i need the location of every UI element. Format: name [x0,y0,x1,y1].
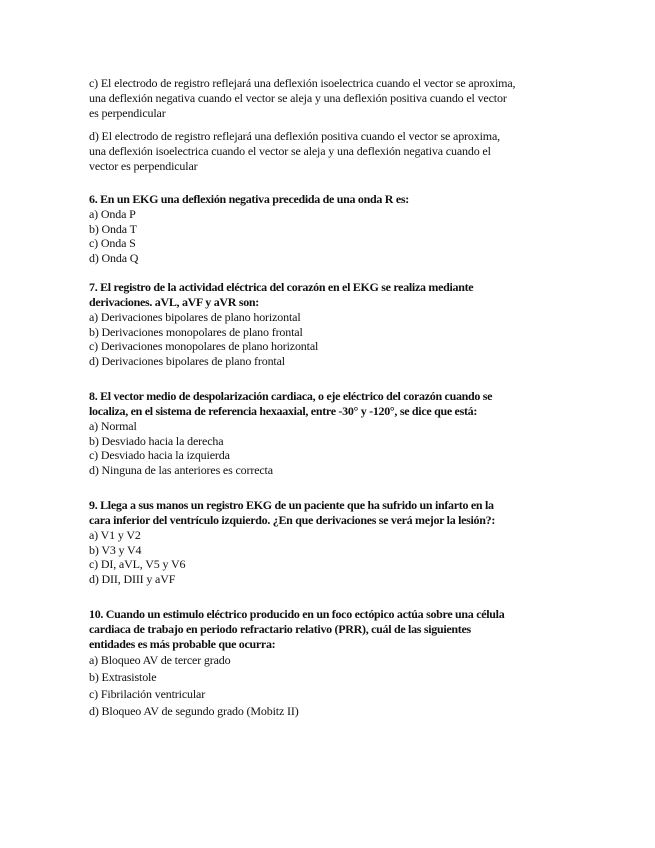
answer-option: b) Onda T [89,221,137,236]
text-line: es perpendicular [89,106,166,120]
answer-option: c) Derivaciones monopolares de plano horizontal [89,339,319,353]
answer-option: b) Extrasistole [89,670,157,684]
question-7 [89,280,589,368]
answer-option: b) V3 y V4 [89,542,142,557]
question-text: 9. Llega a sus manos un registro EKG de un paciente que ha sufrido un infarto en la [89,498,494,512]
question-text: 8. El vector medio de despolarización cardiaca, o eje eléctrico del corazón cuando se [89,389,493,403]
answer-option: d) Derivaciones bipolares de plano frontal [89,353,285,368]
question-text: localiza, en el sistema de referencia hexaaxial, entre -30° y -120°, se dice que está: [89,404,478,418]
question-10 [89,607,589,720]
question-text: derivaciones. aVL, aVF y aVR son: [89,295,259,309]
answer-option: d) DII, DIII y aVF [89,571,176,586]
question-text: cardiaca de trabajo en periodo refractario relativo (PRR), cuál de las siguientes [89,622,471,636]
answer-option: d) Ninguna de las anteriores es correcta [89,462,273,477]
question-text: 6. En un EKG una deflexión negativa precedida de una onda R es: [89,192,409,206]
text-line: una deflexión negativa cuando el vector se aleja y una deflexión positiva cuando el vector [89,91,507,105]
answer-option: c) Onda S [89,236,136,250]
answer-option: a) Normal [89,419,137,433]
answer-option: c) Desviado hacia la izquierda [89,448,230,462]
text-line: una deflexión isoelectrica cuando el vector se aleja y una deflexión negativa cuando el [89,144,491,158]
text-line: d) El electrodo de registro reflejará una deflexión positiva cuando el vector se aproxima, [89,129,500,143]
answer-option: c) DI, aVL, V5 y V6 [89,557,186,571]
question-8 [89,389,589,477]
answer-option: b) Desviado hacia la derecha [89,433,224,448]
question-6 [89,192,589,265]
answer-option: a) Derivaciones bipolares de plano horizontal [89,310,301,324]
text-line: vector es perpendicular [89,159,198,173]
answer-option: d) Bloqueo AV de segundo grado (Mobitz II) [89,704,299,718]
answer-option: a) V1 y V2 [89,528,141,542]
text-line: c) El electrodo de registro reflejará una deflexión isoelectrica cuando el vector se aproxima, [89,76,516,90]
answer-option: a) Onda P [89,207,136,221]
question-9 [89,498,589,586]
answer-option: a) Bloqueo AV de tercer grado [89,653,231,667]
option-d-previous [89,129,589,174]
option-c-previous [89,76,589,121]
question-text: 7. El registro de la actividad eléctrica del corazón en el EKG se realiza mediante [89,280,474,294]
question-text: entidades es más probable que ocurra: [89,637,276,651]
question-text: cara inferior del ventrículo izquierdo. ¿En que derivaciones se verá mejor la lesión?: [89,513,496,527]
answer-option: c) Fibrilación ventricular [89,687,206,701]
answer-option: d) Onda Q [89,250,139,265]
question-text: 10. Cuando un estimulo eléctrico producido en un foco ectópico actúa sobre una célula [89,607,505,621]
answer-option: b) Derivaciones monopolares de plano frontal [89,324,303,339]
